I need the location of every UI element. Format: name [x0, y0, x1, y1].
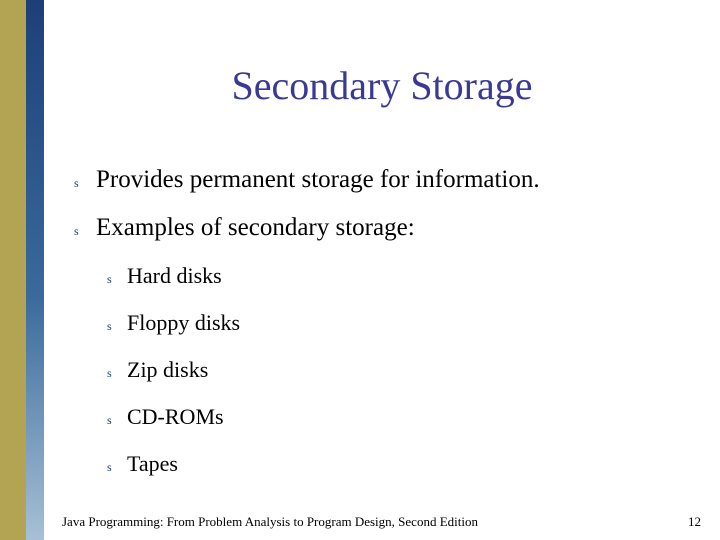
bullet-text: Examples of secondary storage:: [96, 214, 415, 241]
bullet-marker-icon: s: [107, 413, 112, 427]
bullet-marker-icon: s: [107, 460, 112, 474]
left-accent-stripe-olive: [0, 0, 26, 540]
bullet-marker-icon: s: [74, 176, 79, 190]
sub-bullet-text: Tapes: [127, 451, 178, 476]
sub-bullet-text: Zip disks: [127, 357, 209, 382]
bullet-item: [74, 214, 415, 242]
bullet-marker-icon: s: [74, 224, 79, 238]
bullet-marker-icon: s: [107, 366, 112, 380]
sub-bullet-text: Hard disks: [127, 263, 222, 288]
bullet-item: [74, 166, 540, 194]
sub-bullet-item: [107, 357, 208, 383]
sub-bullet-item: [107, 310, 240, 336]
bullet-marker-icon: s: [107, 319, 112, 333]
sub-bullet-text: Floppy disks: [127, 310, 241, 335]
page-number: 12: [688, 514, 701, 529]
left-accent-stripe-blue: [26, 0, 44, 540]
slide-title: Secondary Storage: [231, 63, 533, 108]
sub-bullet-item: [107, 404, 224, 430]
bullet-text: Provides permanent storage for information.: [96, 166, 540, 193]
sub-bullet-text: CD-ROMs: [127, 404, 224, 429]
slide-footer: Java Programming: From Problem Analysis to Program Design, Second Edition: [62, 514, 478, 529]
sub-bullet-item: [107, 263, 222, 289]
bullet-marker-icon: s: [107, 272, 112, 286]
sub-bullet-item: [107, 451, 178, 477]
